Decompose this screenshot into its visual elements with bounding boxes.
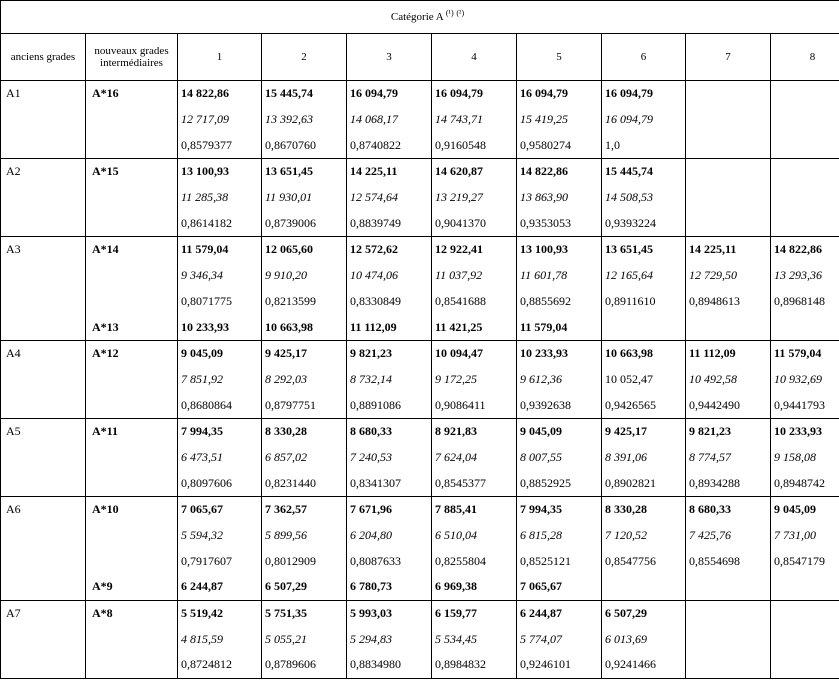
step-5-value-cell: 11 579,04 <box>517 314 602 340</box>
step-8-value-cell: 0,9441793 <box>771 392 839 418</box>
step-8-value-cell: 10 233,93 <box>771 418 839 444</box>
step-8-value-cell <box>771 574 839 600</box>
old-grade-cell: A5 <box>1 418 86 444</box>
new-grade-cell <box>86 210 178 236</box>
step-5-value-cell: 0,8855692 <box>517 289 602 315</box>
old-grade-cell <box>1 445 86 471</box>
step-7-value-cell <box>686 132 771 158</box>
step-3-value-cell: 7 671,96 <box>347 497 432 523</box>
step-4-value-cell: 14 620,87 <box>432 159 517 185</box>
step-6-value-cell <box>602 314 686 340</box>
old-grade-cell: A3 <box>1 237 86 263</box>
step-2-value-cell: 0,8739006 <box>262 210 347 236</box>
step-6-value-cell: 12 165,64 <box>602 263 686 289</box>
step-8-value-cell <box>771 159 839 185</box>
step-1-value-cell: 12 717,09 <box>178 107 262 133</box>
table-row <box>1 340 839 366</box>
table-row <box>1 652 839 678</box>
old-grade-cell <box>1 314 86 340</box>
new-grade-cell <box>86 470 178 496</box>
step-4-value-cell: 11 037,92 <box>432 263 517 289</box>
new-grade-cell: A*15 <box>86 159 178 185</box>
new-grade-cell <box>86 132 178 158</box>
step-1-value-cell: 5 594,32 <box>178 523 262 549</box>
step-7-value-cell <box>686 107 771 133</box>
table-row <box>1 367 839 393</box>
table-row <box>1 626 839 652</box>
step-6-value-cell: 0,9393224 <box>602 210 686 236</box>
step-6-value-cell: 0,9426565 <box>602 392 686 418</box>
step-4-value-cell: 0,9041370 <box>432 210 517 236</box>
step-7-value-cell: 10 492,58 <box>686 367 771 393</box>
new-grade-cell: A*12 <box>86 340 178 366</box>
old-grade-cell <box>1 185 86 211</box>
step-3-value-cell: 14 225,11 <box>347 159 432 185</box>
step-2-value-cell: 5 899,56 <box>262 523 347 549</box>
old-grade-cell <box>1 263 86 289</box>
step-1-value-cell: 0,8579377 <box>178 132 262 158</box>
step-5-value-cell: 0,8525121 <box>517 548 602 574</box>
step-1-value-cell: 0,8724812 <box>178 652 262 678</box>
step-6-value-cell: 14 508,53 <box>602 185 686 211</box>
step-7-value-cell: 11 112,09 <box>686 340 771 366</box>
step-1-value-cell: 7 065,67 <box>178 497 262 523</box>
step-2-value-cell: 0,8670760 <box>262 132 347 158</box>
step-3-value-cell: 16 094,79 <box>347 81 432 107</box>
step-2-value-cell: 0,8789606 <box>262 652 347 678</box>
step-1-value-cell: 0,7917607 <box>178 548 262 574</box>
step-3-value-cell: 7 240,53 <box>347 445 432 471</box>
step-3-value-cell: 9 821,23 <box>347 340 432 366</box>
new-grade-cell: A*8 <box>86 600 178 626</box>
step-7-value-cell <box>686 314 771 340</box>
step-3-value-cell: 5 993,03 <box>347 600 432 626</box>
new-grade-cell: A*14 <box>86 237 178 263</box>
step-3-value-cell: 5 294,83 <box>347 626 432 652</box>
step-8-value-cell: 11 579,04 <box>771 340 839 366</box>
step-8-value-cell: 0,8968148 <box>771 289 839 315</box>
step-4-value-cell: 0,8545377 <box>432 470 517 496</box>
step-3-value-cell: 0,8330849 <box>347 289 432 315</box>
step-1-value-cell: 14 822,86 <box>178 81 262 107</box>
table-row <box>1 523 839 549</box>
step-6-value-cell: 0,8902821 <box>602 470 686 496</box>
table-row <box>1 470 839 496</box>
step-4-value-cell: 0,9086411 <box>432 392 517 418</box>
step-4-value-cell: 9 172,25 <box>432 367 517 393</box>
table-row <box>1 159 839 185</box>
footnote-ref-1: (¹) <box>445 8 454 18</box>
old-grade-cell <box>1 367 86 393</box>
step-8-value-cell <box>771 652 839 678</box>
old-grade-cell <box>1 107 86 133</box>
table-row <box>1 107 839 133</box>
step-8-value-cell <box>771 314 839 340</box>
header-step-7: 7 <box>686 34 771 81</box>
step-3-value-cell: 14 068,17 <box>347 107 432 133</box>
step-1-value-cell: 9 045,09 <box>178 340 262 366</box>
step-8-value-cell: 0,8948742 <box>771 470 839 496</box>
step-5-value-cell: 5 774,07 <box>517 626 602 652</box>
step-5-value-cell: 6 815,28 <box>517 523 602 549</box>
step-7-value-cell: 0,8934288 <box>686 470 771 496</box>
step-8-value-cell <box>771 626 839 652</box>
step-3-value-cell: 11 112,09 <box>347 314 432 340</box>
old-grade-cell: A1 <box>1 81 86 107</box>
old-grade-cell: A2 <box>1 159 86 185</box>
step-2-value-cell: 12 065,60 <box>262 237 347 263</box>
step-6-value-cell: 6 507,29 <box>602 600 686 626</box>
step-5-value-cell: 7 994,35 <box>517 497 602 523</box>
step-8-value-cell <box>771 185 839 211</box>
step-7-value-cell <box>686 81 771 107</box>
step-1-value-cell: 0,8614182 <box>178 210 262 236</box>
step-3-value-cell: 0,8891086 <box>347 392 432 418</box>
header-step-3: 3 <box>347 34 432 81</box>
step-3-value-cell: 0,8740822 <box>347 132 432 158</box>
step-2-value-cell: 6 507,29 <box>262 574 347 600</box>
step-7-value-cell <box>686 652 771 678</box>
step-1-value-cell: 0,8071775 <box>178 289 262 315</box>
table-row <box>1 81 839 107</box>
table-caption <box>1 1 839 34</box>
header-step-8: 8 <box>771 34 839 81</box>
old-grade-cell <box>1 132 86 158</box>
table-row <box>1 185 839 211</box>
step-8-value-cell: 9 045,09 <box>771 497 839 523</box>
step-1-value-cell: 9 346,34 <box>178 263 262 289</box>
step-2-value-cell: 15 445,74 <box>262 81 347 107</box>
table-row <box>1 497 839 523</box>
step-6-value-cell <box>602 574 686 600</box>
table-row <box>1 237 839 263</box>
step-6-value-cell: 16 094,79 <box>602 81 686 107</box>
step-3-value-cell: 0,8839749 <box>347 210 432 236</box>
step-3-value-cell: 12 574,64 <box>347 185 432 211</box>
step-7-value-cell <box>686 626 771 652</box>
step-1-value-cell: 6 244,87 <box>178 574 262 600</box>
new-grade-cell <box>86 367 178 393</box>
new-grade-cell: A*9 <box>86 574 178 600</box>
header-new-grades: nouveaux grades intermédiaires <box>86 34 178 81</box>
old-grade-cell: A4 <box>1 340 86 366</box>
step-2-value-cell: 8 292,03 <box>262 367 347 393</box>
old-grade-cell: A7 <box>1 600 86 626</box>
old-grade-cell: A6 <box>1 497 86 523</box>
step-6-value-cell: 10 052,47 <box>602 367 686 393</box>
column-header-row <box>1 34 839 81</box>
old-grade-cell <box>1 470 86 496</box>
step-7-value-cell <box>686 159 771 185</box>
caption-title: Catégorie A <box>390 11 444 23</box>
step-1-value-cell: 5 519,42 <box>178 600 262 626</box>
table-row <box>1 132 839 158</box>
new-grade-cell <box>86 289 178 315</box>
new-grade-cell <box>86 263 178 289</box>
step-8-value-cell: 14 822,86 <box>771 237 839 263</box>
new-grade-cell <box>86 523 178 549</box>
step-2-value-cell: 6 857,02 <box>262 445 347 471</box>
table-row <box>1 314 839 340</box>
step-1-value-cell: 6 473,51 <box>178 445 262 471</box>
step-5-value-cell: 16 094,79 <box>517 81 602 107</box>
new-grade-cell <box>86 392 178 418</box>
old-grade-cell <box>1 210 86 236</box>
step-1-value-cell: 11 285,38 <box>178 185 262 211</box>
step-2-value-cell: 10 663,98 <box>262 314 347 340</box>
step-2-value-cell: 0,8797751 <box>262 392 347 418</box>
step-5-value-cell: 0,9353053 <box>517 210 602 236</box>
new-grade-cell: A*16 <box>86 81 178 107</box>
step-4-value-cell: 5 534,45 <box>432 626 517 652</box>
step-7-value-cell: 7 425,76 <box>686 523 771 549</box>
step-3-value-cell: 6 204,80 <box>347 523 432 549</box>
step-7-value-cell: 14 225,11 <box>686 237 771 263</box>
step-2-value-cell: 13 651,45 <box>262 159 347 185</box>
new-grade-cell <box>86 652 178 678</box>
old-grade-cell <box>1 289 86 315</box>
step-4-value-cell: 6 969,38 <box>432 574 517 600</box>
step-8-value-cell <box>771 107 839 133</box>
table-row <box>1 574 839 600</box>
step-6-value-cell: 7 120,52 <box>602 523 686 549</box>
step-8-value-cell <box>771 132 839 158</box>
table-row <box>1 392 839 418</box>
step-6-value-cell: 6 013,69 <box>602 626 686 652</box>
step-8-value-cell <box>771 81 839 107</box>
step-2-value-cell: 9 425,17 <box>262 340 347 366</box>
step-4-value-cell: 0,8541688 <box>432 289 517 315</box>
step-6-value-cell: 8 391,06 <box>602 445 686 471</box>
header-step-5: 5 <box>517 34 602 81</box>
new-grade-cell <box>86 185 178 211</box>
step-7-value-cell <box>686 210 771 236</box>
step-1-value-cell: 13 100,93 <box>178 159 262 185</box>
step-6-value-cell: 10 663,98 <box>602 340 686 366</box>
new-grade-cell <box>86 626 178 652</box>
step-1-value-cell: 4 815,59 <box>178 626 262 652</box>
step-7-value-cell: 0,9442490 <box>686 392 771 418</box>
step-8-value-cell <box>771 600 839 626</box>
caption-row <box>1 1 839 34</box>
table-row <box>1 548 839 574</box>
step-4-value-cell: 0,8984832 <box>432 652 517 678</box>
table-row <box>1 210 839 236</box>
step-1-value-cell: 7 851,92 <box>178 367 262 393</box>
step-5-value-cell: 11 601,78 <box>517 263 602 289</box>
step-4-value-cell: 7 624,04 <box>432 445 517 471</box>
step-2-value-cell: 8 330,28 <box>262 418 347 444</box>
step-7-value-cell <box>686 574 771 600</box>
step-4-value-cell: 8 921,83 <box>432 418 517 444</box>
step-5-value-cell: 14 822,86 <box>517 159 602 185</box>
step-6-value-cell: 0,8911610 <box>602 289 686 315</box>
table-row <box>1 445 839 471</box>
old-grade-cell <box>1 392 86 418</box>
step-3-value-cell: 8 680,33 <box>347 418 432 444</box>
step-2-value-cell: 11 930,01 <box>262 185 347 211</box>
step-4-value-cell: 6 159,77 <box>432 600 517 626</box>
step-7-value-cell: 8 680,33 <box>686 497 771 523</box>
old-grade-cell <box>1 626 86 652</box>
header-step-1: 1 <box>178 34 262 81</box>
new-grade-cell: A*11 <box>86 418 178 444</box>
step-8-value-cell: 0,8547179 <box>771 548 839 574</box>
step-7-value-cell: 0,8554698 <box>686 548 771 574</box>
step-4-value-cell: 10 094,47 <box>432 340 517 366</box>
header-step-4: 4 <box>432 34 517 81</box>
header-step-6: 6 <box>602 34 686 81</box>
old-grade-cell <box>1 574 86 600</box>
step-5-value-cell: 9 045,09 <box>517 418 602 444</box>
step-6-value-cell: 1,0 <box>602 132 686 158</box>
step-2-value-cell: 9 910,20 <box>262 263 347 289</box>
step-5-value-cell: 15 419,25 <box>517 107 602 133</box>
step-4-value-cell: 14 743,71 <box>432 107 517 133</box>
step-4-value-cell: 13 219,27 <box>432 185 517 211</box>
old-grade-cell <box>1 652 86 678</box>
step-3-value-cell: 6 780,73 <box>347 574 432 600</box>
step-1-value-cell: 0,8680864 <box>178 392 262 418</box>
step-6-value-cell: 15 445,74 <box>602 159 686 185</box>
new-grade-cell <box>86 548 178 574</box>
step-4-value-cell: 16 094,79 <box>432 81 517 107</box>
step-6-value-cell: 0,8547756 <box>602 548 686 574</box>
step-2-value-cell: 0,8012909 <box>262 548 347 574</box>
table-row <box>1 263 839 289</box>
step-4-value-cell: 0,9160548 <box>432 132 517 158</box>
table-row <box>1 418 839 444</box>
step-2-value-cell: 7 362,57 <box>262 497 347 523</box>
step-6-value-cell: 8 330,28 <box>602 497 686 523</box>
step-5-value-cell: 10 233,93 <box>517 340 602 366</box>
new-grade-cell <box>86 445 178 471</box>
step-8-value-cell <box>771 210 839 236</box>
step-5-value-cell: 0,9580274 <box>517 132 602 158</box>
step-5-value-cell: 13 863,90 <box>517 185 602 211</box>
step-6-value-cell: 16 094,79 <box>602 107 686 133</box>
step-2-value-cell: 5 055,21 <box>262 626 347 652</box>
table-body <box>1 81 839 679</box>
table-row <box>1 600 839 626</box>
step-5-value-cell: 13 100,93 <box>517 237 602 263</box>
step-1-value-cell: 10 233,93 <box>178 314 262 340</box>
new-grade-cell: A*13 <box>86 314 178 340</box>
step-8-value-cell: 7 731,00 <box>771 523 839 549</box>
step-6-value-cell: 9 425,17 <box>602 418 686 444</box>
step-6-value-cell: 13 651,45 <box>602 237 686 263</box>
step-5-value-cell: 0,9392638 <box>517 392 602 418</box>
step-2-value-cell: 0,8213599 <box>262 289 347 315</box>
step-4-value-cell: 0,8255804 <box>432 548 517 574</box>
step-4-value-cell: 11 421,25 <box>432 314 517 340</box>
header-step-2: 2 <box>262 34 347 81</box>
step-4-value-cell: 12 922,41 <box>432 237 517 263</box>
step-8-value-cell: 9 158,08 <box>771 445 839 471</box>
step-2-value-cell: 13 392,63 <box>262 107 347 133</box>
step-4-value-cell: 7 885,41 <box>432 497 517 523</box>
old-grade-cell <box>1 523 86 549</box>
step-5-value-cell: 0,9246101 <box>517 652 602 678</box>
step-7-value-cell: 0,8948613 <box>686 289 771 315</box>
step-2-value-cell: 5 751,35 <box>262 600 347 626</box>
step-3-value-cell: 10 474,06 <box>347 263 432 289</box>
step-1-value-cell: 0,8097606 <box>178 470 262 496</box>
footnote-ref-2: (²) <box>456 8 465 18</box>
step-5-value-cell: 7 065,67 <box>517 574 602 600</box>
step-5-value-cell: 8 007,55 <box>517 445 602 471</box>
step-7-value-cell <box>686 600 771 626</box>
step-3-value-cell: 0,8087633 <box>347 548 432 574</box>
header-old-grades: anciens grades <box>1 34 86 81</box>
step-1-value-cell: 7 994,35 <box>178 418 262 444</box>
table-row <box>1 289 839 315</box>
step-3-value-cell: 8 732,14 <box>347 367 432 393</box>
step-1-value-cell: 11 579,04 <box>178 237 262 263</box>
step-3-value-cell: 12 572,62 <box>347 237 432 263</box>
step-4-value-cell: 6 510,04 <box>432 523 517 549</box>
step-8-value-cell: 13 293,36 <box>771 263 839 289</box>
step-8-value-cell: 10 932,69 <box>771 367 839 393</box>
step-7-value-cell: 12 729,50 <box>686 263 771 289</box>
step-6-value-cell: 0,9241466 <box>602 652 686 678</box>
step-3-value-cell: 0,8834980 <box>347 652 432 678</box>
new-grade-cell: A*10 <box>86 497 178 523</box>
step-7-value-cell: 9 821,23 <box>686 418 771 444</box>
step-7-value-cell <box>686 185 771 211</box>
new-grade-cell <box>86 107 178 133</box>
step-5-value-cell: 6 244,87 <box>517 600 602 626</box>
step-5-value-cell: 0,8852925 <box>517 470 602 496</box>
step-2-value-cell: 0,8231440 <box>262 470 347 496</box>
old-grade-cell <box>1 548 86 574</box>
step-7-value-cell: 8 774,57 <box>686 445 771 471</box>
step-3-value-cell: 0,8341307 <box>347 470 432 496</box>
step-5-value-cell: 9 612,36 <box>517 367 602 393</box>
